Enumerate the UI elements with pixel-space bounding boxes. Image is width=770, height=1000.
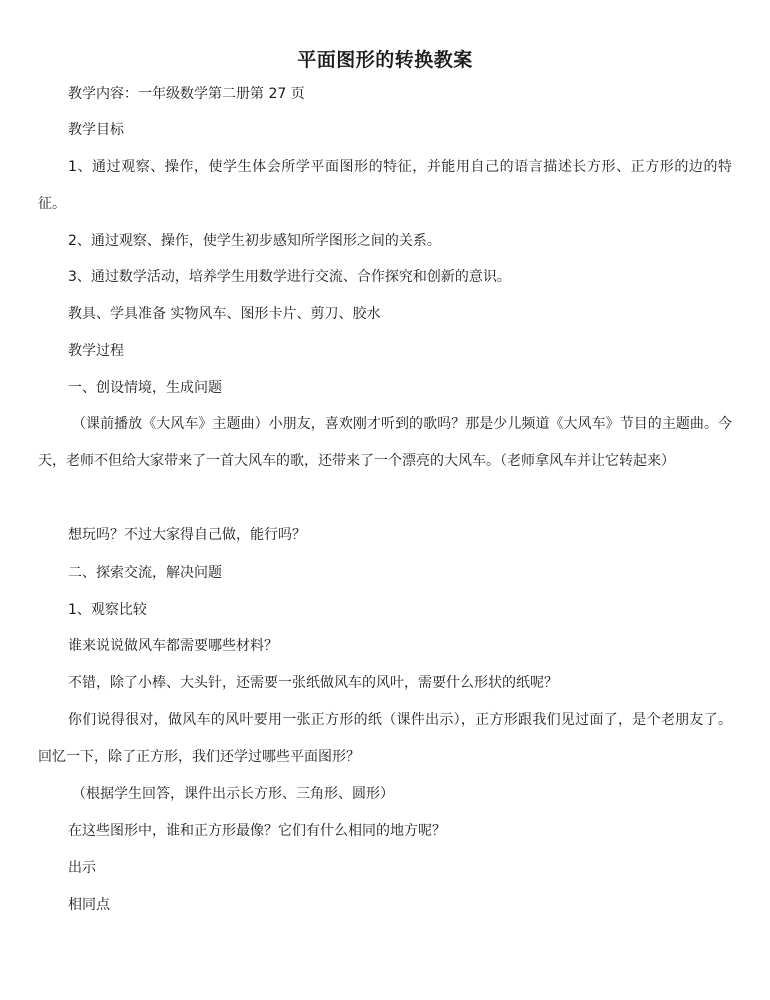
paragraph-teaching-content: 教学内容：一年级数学第二册第 27 页 bbox=[68, 86, 305, 102]
paragraph-similarities: 相同点 bbox=[68, 897, 110, 913]
paragraph-process-heading: 教学过程 bbox=[68, 343, 124, 359]
paragraph-goal-3: 3、通过数学活动，培养学生用数学进行交流、合作探究和创新的意识。 bbox=[68, 269, 511, 285]
paragraph-goal-2: 2、通过观察、操作，使学生初步感知所学图形之间的关系。 bbox=[68, 233, 441, 249]
paragraph-materials: 教具、学具准备 实物风车、图形卡片、剪刀、胶水 bbox=[68, 306, 381, 322]
paragraph-intro-scenario: （课前播放《大风车》主题曲）小朋友，喜欢刚才听到的歌吗？那是少儿频道《大风车》节目的主题曲。今天，老师不但给大家带来了一首大风车的歌，还带来了一个漂亮的大风车。（老师拿风车并让它转起来） bbox=[38, 416, 732, 469]
paragraph-observe-compare: 1、观察比较 bbox=[68, 602, 147, 618]
paragraph-paper-shape-question: 不错，除了小棒、大头针，还需要一张纸做风车的风叶，需要什么形状的纸呢？ bbox=[68, 675, 558, 691]
paragraph-square-paper: 你们说得很对，做风车的风叶要用一张正方形的纸（课件出示），正方形跟我们见过面了，是个老朋友了。回忆一下，除了正方形，我们还学过哪些平面图形？ bbox=[38, 712, 732, 765]
paragraph-want-to-play: 想玩吗？不过大家得自己做，能行吗？ bbox=[68, 527, 306, 543]
document-title: 平面图形的转换教案 bbox=[297, 49, 473, 71]
paragraph-most-similar-question: 在这些图形中，谁和正方形最像？它们有什么相同的地方呢？ bbox=[68, 823, 446, 839]
paragraph-section-2-heading: 二、探索交流，解决问题 bbox=[68, 565, 222, 581]
paragraph-teaching-goals-heading: 教学目标 bbox=[68, 122, 124, 138]
paragraph-goal-1: 1、通过观察、操作，使学生体会所学平面图形的特征，并能用自己的语言描述长方形、正方形的边的特征。 bbox=[38, 159, 732, 212]
paragraph-materials-question: 谁来说说做风车都需要哪些材料？ bbox=[68, 638, 278, 654]
paragraph-student-answers: （根据学生回答，课件出示长方形、三角形、圆形） bbox=[72, 786, 394, 802]
paragraph-show: 出示 bbox=[68, 860, 96, 876]
paragraph-section-1-heading: 一、创设情境，生成问题 bbox=[68, 380, 222, 396]
